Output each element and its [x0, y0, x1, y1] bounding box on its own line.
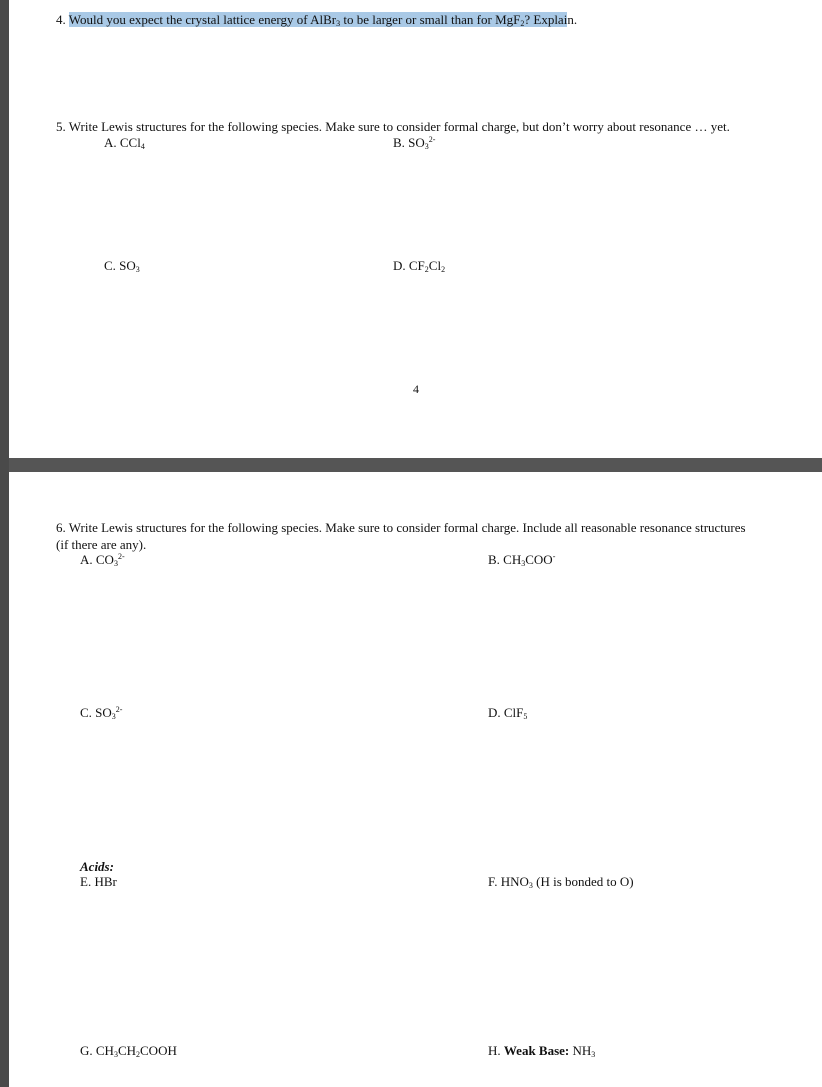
question-4: 4. Would you expect the crystal lattice energy of AlBr$_3$ to be larger or small than for MgF$_2$? Explain.: [56, 12, 578, 28]
page-number: 4: [413, 382, 419, 396]
question-5c-label: C. $SO_3$: [104, 258, 140, 274]
document-page-5: [9, 472, 822, 1087]
question-4-number: 4.: [56, 12, 66, 27]
question-6e-label: E. HBr: [80, 874, 117, 889]
question-4-selected-text[interactable]: Would you expect the crystal lattice energy of AlBr$_3$ to be larger or small than for MgF$_2$? Explai: [68, 12, 568, 28]
page-separator: [9, 458, 822, 472]
question-6a-label: A. $CO_3^{2-}$: [80, 552, 125, 568]
question-6h-label: H. Weak Base: $NH_3$: [488, 1043, 596, 1059]
question-5d-label: D. $CF_2Cl_2$: [393, 258, 446, 274]
question-6b-label: B. $CH_3COO^-$: [488, 552, 556, 568]
question-6c-label: C. $SO_3^{2-}$: [80, 705, 123, 721]
question-6g-label: G. $CH_3CH_2COOH$: [80, 1043, 177, 1059]
question-5b-label: B. $SO_3^{2-}$: [393, 135, 436, 151]
document-page-4: [9, 0, 822, 458]
viewer-left-border: [0, 0, 9, 1087]
acids-heading: Acids:: [80, 859, 114, 874]
question-6-prompt-line2: (if there are any).: [56, 537, 147, 552]
question-5-prompt: 5. Write Lewis structures for the following species. Make sure to consider formal charge, but don’t worry about resonance … yet.: [56, 119, 730, 134]
question-6d-label: D. ClF$_5$: [488, 705, 528, 721]
question-6-prompt-line1: 6. Write Lewis structures for the following species. Make sure to consider formal charge. Include all reasonable resonance structures: [56, 520, 746, 535]
question-6f-label: F. $HNO_3$ (H is bonded to O): [488, 874, 634, 890]
question-5a-label: A. CCl$_4$: [104, 135, 145, 151]
